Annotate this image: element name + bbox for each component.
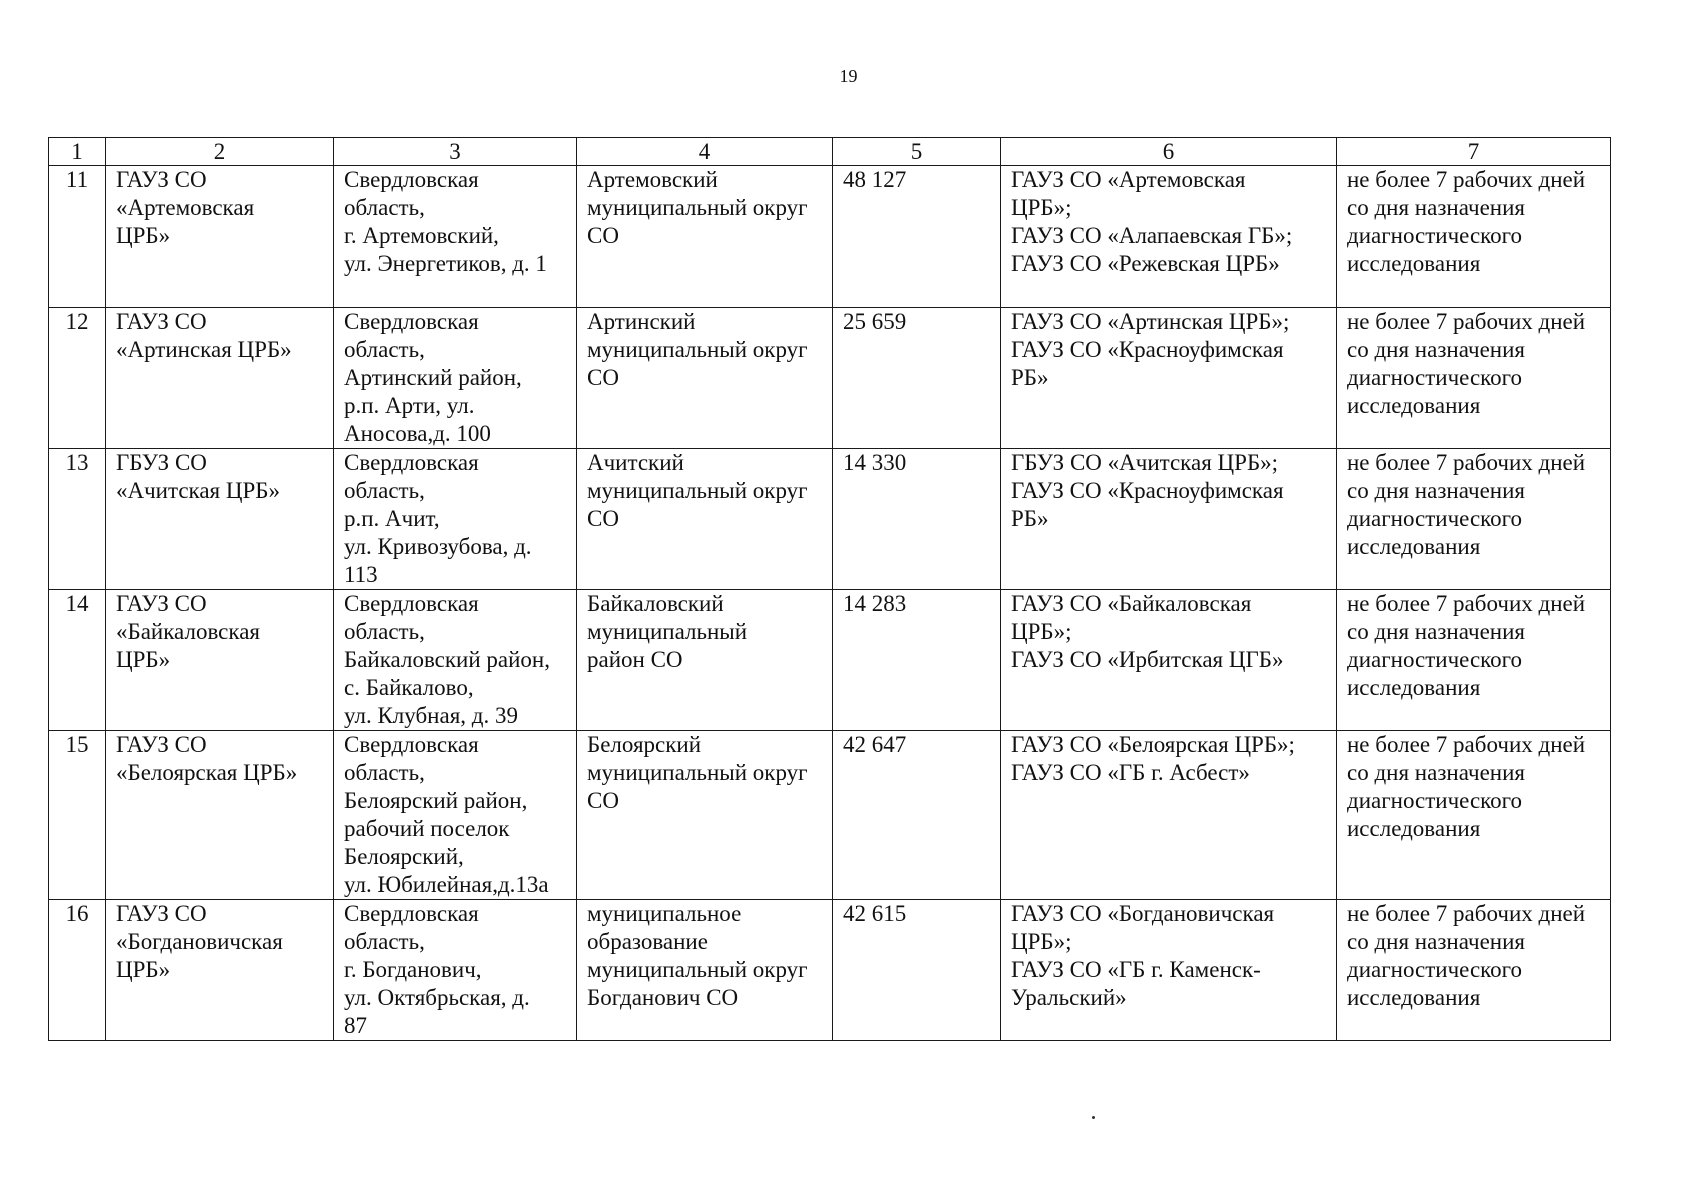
institutions-cell: ГАУЗ СО «Белоярская ЦРБ»; ГАУЗ СО «ГБ г. Асбест» xyxy=(1001,731,1337,900)
row-number: 15 xyxy=(49,731,106,900)
header-col-3: 3 xyxy=(334,138,577,166)
population-cell: 14 330 xyxy=(833,449,1001,590)
institutions-cell: ГАУЗ СО «Артинская ЦРБ»; ГАУЗ СО «Красноуфимская РБ» xyxy=(1001,308,1337,449)
term-cell: не более 7 рабочих дней со дня назначения диагностического исследования xyxy=(1337,308,1611,449)
municipality-cell: Байкаловский муниципальный район СО xyxy=(577,590,833,731)
organization-cell: ГБУЗ СО «Ачитская ЦРБ» xyxy=(106,449,334,590)
organization-cell: ГАУЗ СО «Богдановичская ЦРБ» xyxy=(106,900,334,1041)
institutions-cell: ГАУЗ СО «Байкаловская ЦРБ»; ГАУЗ СО «Ирбитская ЦГБ» xyxy=(1001,590,1337,731)
municipality-cell: Белоярский муниципальный округ СО xyxy=(577,731,833,900)
institutions-cell: ГБУЗ СО «Ачитская ЦРБ»; ГАУЗ СО «Красноуфимская РБ» xyxy=(1001,449,1337,590)
address-cell: Свердловская область, Артинский район, р.п. Арти, ул. Аносова,д. 100 xyxy=(334,308,577,449)
organization-cell: ГАУЗ СО «Байкаловская ЦРБ» xyxy=(106,590,334,731)
term-cell: не более 7 рабочих дней со дня назначения диагностического исследования xyxy=(1337,731,1611,900)
institutions-cell: ГАУЗ СО «Артемовская ЦРБ»; ГАУЗ СО «Алапаевская ГБ»; ГАУЗ СО «Режевская ЦРБ» xyxy=(1001,166,1337,308)
population-cell: 25 659 xyxy=(833,308,1001,449)
page-number: 19 xyxy=(839,66,858,86)
address-cell: Свердловская область, г. Богданович, ул. Октябрьская, д. 87 xyxy=(334,900,577,1041)
header-col-6: 6 xyxy=(1001,138,1337,166)
population-cell: 48 127 xyxy=(833,166,1001,308)
population-cell: 42 615 xyxy=(833,900,1001,1041)
term-cell: не более 7 рабочих дней со дня назначения диагностического исследования xyxy=(1337,590,1611,731)
municipality-cell: Артинский муниципальный округ СО xyxy=(577,308,833,449)
table-row xyxy=(49,166,1611,308)
table-row xyxy=(49,449,1611,590)
municipality-cell: Ачитский муниципальный округ СО xyxy=(577,449,833,590)
row-number: 14 xyxy=(49,590,106,731)
term-cell: не более 7 рабочих дней со дня назначения диагностического исследования xyxy=(1337,449,1611,590)
hospital-table xyxy=(48,137,1611,1041)
term-cell: не более 7 рабочих дней со дня назначения диагностического исследования xyxy=(1337,166,1611,308)
municipality-cell: муниципальное образование муниципальный округ Богданович СО xyxy=(577,900,833,1041)
table-row xyxy=(49,731,1611,900)
header-col-1: 1 xyxy=(49,138,106,166)
organization-cell: ГАУЗ СО «Артемовская ЦРБ» xyxy=(106,166,334,308)
header-col-4: 4 xyxy=(577,138,833,166)
municipality-cell: Артемовский муниципальный округ СО xyxy=(577,166,833,308)
address-cell: Свердловская область, г. Артемовский, ул. Энергетиков, д. 1 xyxy=(334,166,577,308)
institutions-cell: ГАУЗ СО «Богдановичская ЦРБ»; ГАУЗ СО «ГБ г. Каменск- Уральский» xyxy=(1001,900,1337,1041)
header-col-5: 5 xyxy=(833,138,1001,166)
address-cell: Свердловская область, р.п. Ачит, ул. Кривозубова, д. 113 xyxy=(334,449,577,590)
table-row xyxy=(49,900,1611,1041)
address-cell: Свердловская область, Белоярский район, рабочий поселок Белоярский, ул. Юбилейная,д.13а xyxy=(334,731,577,900)
row-number: 12 xyxy=(49,308,106,449)
header-col-2: 2 xyxy=(106,138,334,166)
term-cell: не более 7 рабочих дней со дня назначения диагностического исследования xyxy=(1337,900,1611,1041)
population-cell: 42 647 xyxy=(833,731,1001,900)
row-number: 16 xyxy=(49,900,106,1041)
organization-cell: ГАУЗ СО «Белоярская ЦРБ» xyxy=(106,731,334,900)
address-cell: Свердловская область, Байкаловский район, с. Байкалово, ул. Клубная, д. 39 xyxy=(334,590,577,731)
population-cell: 14 283 xyxy=(833,590,1001,731)
table-row xyxy=(49,308,1611,449)
row-number: 11 xyxy=(49,166,106,308)
table-row xyxy=(49,590,1611,731)
header-row xyxy=(49,138,1611,166)
header-col-7: 7 xyxy=(1337,138,1611,166)
scan-speck xyxy=(1092,1116,1095,1119)
row-number: 13 xyxy=(49,449,106,590)
organization-cell: ГАУЗ СО «Артинская ЦРБ» xyxy=(106,308,334,449)
